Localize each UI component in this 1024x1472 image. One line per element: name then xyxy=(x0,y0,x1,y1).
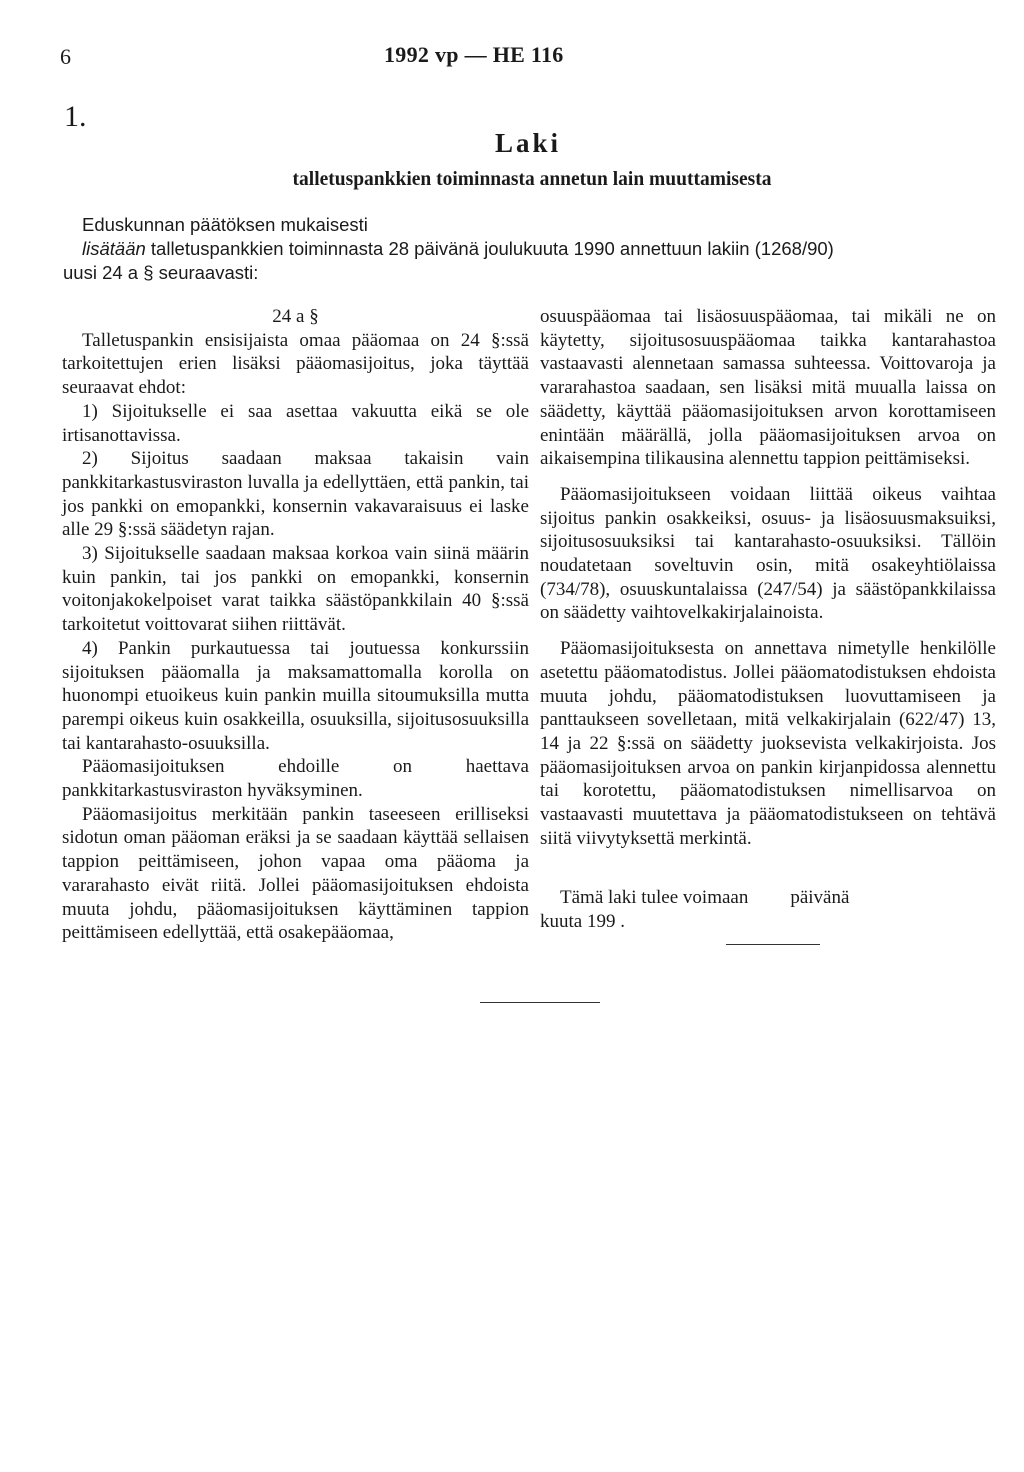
enactment-clause: Eduskunnan päätöksen mukaisesti xyxy=(82,214,368,235)
section-heading: 24 a § xyxy=(272,306,319,327)
effective-date-clause xyxy=(540,886,996,910)
left-column xyxy=(62,305,529,945)
effective-text: Tämä laki tulee voimaan xyxy=(560,887,749,909)
section-divider xyxy=(726,944,820,945)
paragraph: Pääomasijoitus merkitään pankin taseeseen erilliseksi sidotun oman pääoman eräksi ja se saadaan käyttää sellaisen tappion peittämiseen, johon vapaa oma pääoma ja vararahasto eivät riitä. Jollei pääomasijoituksen ehdoista muuta johdu, pääomasijoituksen käyttäminen tappion peittämiseen edellyttää, että osakepääomaa, xyxy=(62,803,529,944)
amendment-clause-end: uusi 24 a § seuraavasti: xyxy=(63,262,259,283)
amendment-verb: lisätään xyxy=(82,238,146,259)
right-column xyxy=(540,305,996,934)
amendment-text: talletuspankkien toiminnasta 28 päivänä joulukuuta 1990 annettuun lakiin (1268/90) xyxy=(145,238,834,259)
paragraph: Pääomasijoitukseen voidaan liittää oikeus vaihtaa sijoitus pankin osakkeiksi, osuus- ja lisäosuusmaksuiksi, sijoitusosuuksiksi tai kantarahasto-osuuksiksi. Tällöin noudatetaan soveltuvin osin, mitä osakeyhtiölaissa (734/78), osuuskuntalaissa (247/54) ja säästöpankkilaissa on säädetty vaihtovelkakirjalainoista. xyxy=(540,483,996,624)
amendment-clause xyxy=(82,237,1002,261)
paragraph: 1) Sijoitukselle ei saa asettaa vakuutta eikä se ole irtisanottavissa. xyxy=(62,400,529,446)
effective-date-clause-end: kuuta 199 . xyxy=(540,911,625,933)
law-number: 1. xyxy=(64,100,87,133)
paragraph: Talletuspankin ensisijaista omaa pääomaa on 24 §:ssä tarkoitettujen erien lisäksi pääomasijoitus, joka täyttää seuraavat ehdot: xyxy=(62,329,529,399)
paragraph: 2) Sijoitus saadaan maksaa takaisin vain pankkitarkastusviraston luvalla ja edellyttäen, että pankin, tai jos pankki on emopankki, konsernin vakavaraisuus ei laske alle 29 §:ssä säädetyn rajan. xyxy=(62,448,529,541)
law-subtitle: talletuspankkien toiminnasta annetun lain muuttamisesta xyxy=(292,169,772,190)
paragraph: osuuspääomaa tai lisäosuuspääomaa, tai mikäli ne on käytetty, sijoitusosuuspääomaa taikka kantarahastoa vastaavasti alennetaan samassa suhteessa. Voittovaroja ja vararahastoa saadaan, sen lisäksi mitä muualla laissa on säädetty, käyttää pääomasijoituksen arvon korottamiseen enintään määrällä, jolla pääomasijoituksen arvoa on aikaisempina tilikausina alennettu tappion peittämiseksi. xyxy=(540,306,996,470)
effective-day: päivänä xyxy=(790,887,850,909)
paragraph: 4) Pankin purkautuessa tai joutuessa konkurssiin sijoituksen pääomalla ja maksamattomalla korolla on huonompi etuoikeus kuin pankin muilla sitoumuksilla mutta parempi oikeus kuin osakkeilla, osuuksilla, sijoitusosuuksilla tai kantarahasto-osuuksilla. xyxy=(62,637,529,754)
paragraph: Pääomasijoituksesta on annettava nimetylle henkilölle asetettu pääomatodistus. Jollei pääomatodistuksen ehdoista muuta johdu, pääomatodistuksen luovuttamiseen ja panttaukseen sovelletaan, mitä velkakirjalain (622/47) 13, 14 ja 22 §:ssä on säädetty juoksevista velkakirjoista. Jos pääomasijoituksen arvoa on pankin kirjanpidossa alennettu tai korotettu, pääomatodistuksen nimellisarvoa on vastaavasti muutettava ja pääomatodistukseen on tehtävä siitä viivytyksettä merkintä. xyxy=(540,638,996,849)
law-title: Laki xyxy=(494,128,562,158)
running-header: 1992 vp — HE 116 xyxy=(384,42,564,67)
paragraph: Pääomasijoituksen ehdoille on haettava pankkitarkastusviraston hyväksyminen. xyxy=(62,756,529,802)
end-rule xyxy=(480,1002,600,1003)
page-number: 6 xyxy=(60,44,71,69)
paragraph: 3) Sijoitukselle saadaan maksaa korkoa vain siinä määrin kuin pankin, tai jos pankki on emopankki, konsernin voitonjakokelpoiset varat taikka säästöpankkilain 40 §:ssä tarkoitetut voittovarat siihen riittävät. xyxy=(62,543,529,636)
